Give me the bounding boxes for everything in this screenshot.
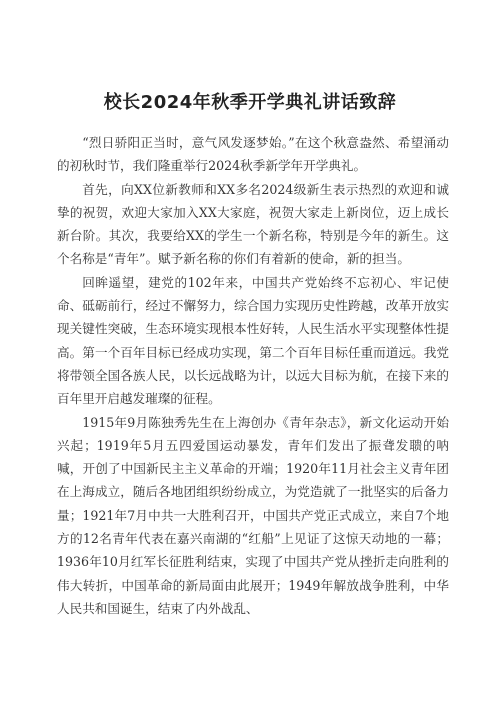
paragraph: 首先，向XX位新教师和XX多名2024级新生表示热烈的欢迎和诚挚的祝贺，欢迎大家加入XX大家庭，祝贺大家走上新岗位，迈上成长新台阶。其次，我要给XX的学生一个新名称，特别是今年的新生。这个名称是“青年”。赋予新名称的你们有着新的使命，新的担当。 <box>57 181 449 267</box>
document-title: 校长2024年秋季开学典礼讲话致辞 <box>103 92 397 113</box>
paragraph: “烈日骄阳正当时，意气风发逐梦始。”在这个秋意盎然、希望涌动的初秋时节，我们隆重举行2024秋季新学年开学典礼。 <box>57 135 449 174</box>
paragraph: 1915年9月陈独秀先生在上海创办《青年杂志》，新文化运动开始兴起；1919年5月五四爱国运动暴发，青年们发出了振聋发聩的呐喊，开创了中国新民主主义革命的开端；1920年11月社会主义青年团在上海成立，随后各地团组织纷纷成立，为党造就了一批坚实的后备力量；1921年7月中共一大胜利召开，中国共产党正式成立，来自7个地方的12名青年代表在嘉兴南湖的“红船”上见证了这惊天动地的一幕；1936年10月红军长征胜利结束，实现了中国共产党从挫折走向胜利的伟大转折，中国革命的新局面由此展开；1949年解放战争胜利，中华人民共和国诞生，结束了内外战乱、 <box>57 414 449 616</box>
document-body <box>57 131 449 620</box>
paragraph: 回眸遥望，建党的102年来，中国共产党始终不忘初心、牢记使命、砥砺前行，经过不懈努力，综合国力实现历史性跨越，改革开放实现关键性突破，生态环境实现根本性好转，人民生活水平实现整体性提高。第一个百年目标已经成功实现，第二个百年目标任重而道远。我党将带领全国各族人民，以长远战略为计，以远大目标为航，在接下来的百年里开启越发璀璨的征程。 <box>57 274 449 407</box>
